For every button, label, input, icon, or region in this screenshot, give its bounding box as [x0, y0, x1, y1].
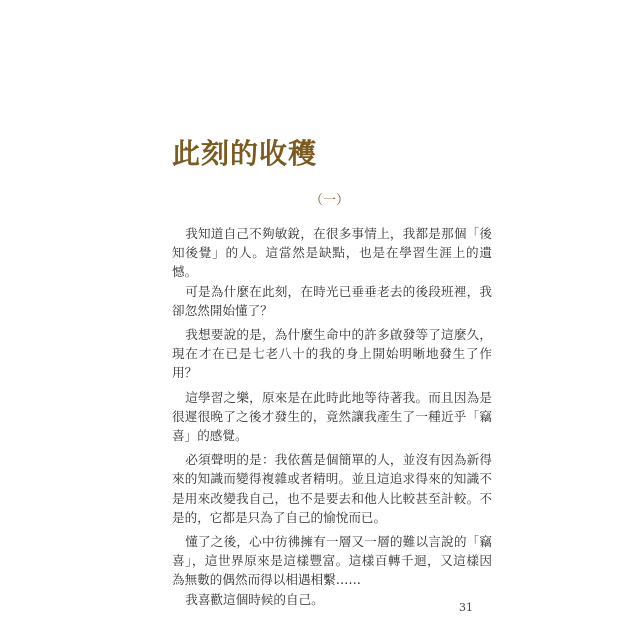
paragraph: 這學習之樂，原來是在此時此地等待著我。而且因為是很遲很晚了之後才發生的，竟然讓我產生了一種近乎「竊喜」的感覺。: [172, 389, 492, 444]
paragraph: 懂了之後，心中彷彿擁有一層又一層的難以言說的「竊喜」，這世界原來是這樣豐富。這樣百轉千迴，又這樣因為無數的偶然而得以相遇相繫……: [172, 534, 492, 588]
paragraph: 可是為什麼在此刻，在時光已垂垂老去的後段班裡，我卻忽然開始懂了？: [172, 283, 492, 318]
body-text: [172, 224, 492, 609]
chapter-title: 此刻的收穫: [172, 137, 318, 170]
paragraph: 必須聲明的是：我依舊是個簡單的人，並沒有因為新得來的知識而變得複雜或者精明。並且這追求得來的知識不是用來改變我自己，也不是要去和他人比較甚至計較。不是的，它都是只為了自己的愉悅而已。: [172, 452, 492, 525]
paragraph: 我想要說的是，為什麼生命中的許多啟發等了這麼久，現在才在已是七老八十的我的身上開始明晰地發生了作用？: [172, 327, 492, 381]
page-number: 31: [459, 601, 473, 614]
paragraph: 我喜歡這個時候的自己。: [185, 591, 324, 607]
paragraph: 我知道自己不夠敏銳，在很多事情上，我都是那個「後知後覺」的人。這當然是缺點，也是在學習生涯上的遺憾。: [172, 226, 492, 280]
section-marker: （一）: [310, 193, 350, 208]
